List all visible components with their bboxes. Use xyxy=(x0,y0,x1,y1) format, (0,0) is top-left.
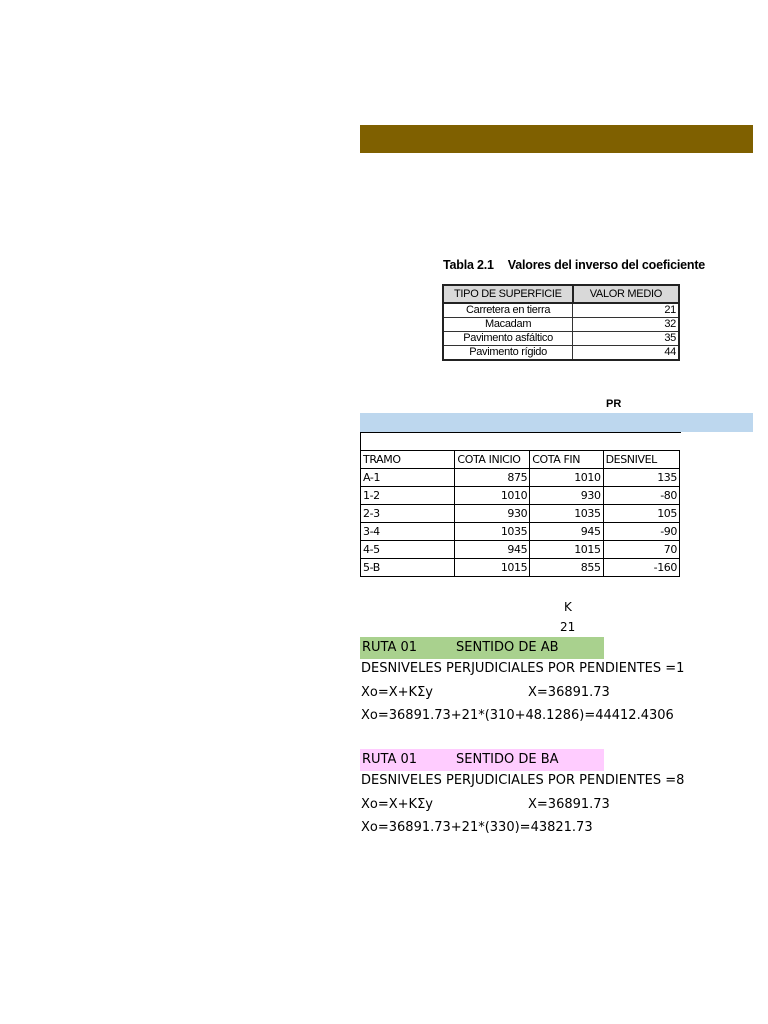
table-cell: 1035 xyxy=(455,523,530,541)
route-ab-x-value: X=36891.73 xyxy=(528,685,610,700)
table-cell: 2-3 xyxy=(361,505,455,523)
blue-band xyxy=(360,413,753,432)
table-header: TRAMO xyxy=(361,451,455,469)
table-row xyxy=(361,505,680,523)
table-cell: 105 xyxy=(603,505,679,523)
table-row xyxy=(361,523,680,541)
table-row xyxy=(443,346,679,361)
table-cell: 875 xyxy=(455,469,530,487)
table-cell: 945 xyxy=(455,541,530,559)
table-cell: 4-5 xyxy=(361,541,455,559)
route-ab-name: RUTA 01 xyxy=(362,640,418,655)
route-ba-x-value: X=36891.73 xyxy=(528,797,610,812)
table-cell: Macadam xyxy=(443,318,573,332)
route-ab-direction: SENTIDO DE AB xyxy=(456,640,559,655)
table-cell: 3-4 xyxy=(361,523,455,541)
table-cell: 930 xyxy=(455,505,530,523)
route-ba-result: Xo=36891.73+21*(330)=43821.73 xyxy=(361,820,593,835)
table-cell: 21 xyxy=(573,303,679,318)
table-cell: -80 xyxy=(603,487,679,505)
table-cell: 5-B xyxy=(361,559,455,577)
table-cell: 855 xyxy=(530,559,603,577)
table-cell: A-1 xyxy=(361,469,455,487)
route-ab-result: Xo=36891.73+21*(310+48.1286)=44412.4306 xyxy=(361,708,674,723)
route-ba-desniveles: DESNIVELES PERJUDICIALES POR PENDIENTES =8 xyxy=(361,773,685,788)
table-2-1-number: Tabla 2.1 xyxy=(443,258,494,272)
table-row xyxy=(361,469,680,487)
table-cell: 135 xyxy=(603,469,679,487)
route-ba-formula: Xo=X+KΣy xyxy=(361,797,433,812)
table-header: DESNIVEL xyxy=(603,451,679,469)
blank-row xyxy=(360,432,681,452)
table-2-1-title xyxy=(443,258,706,272)
route-ab-formula: Xo=X+KΣy xyxy=(361,685,433,700)
table-row xyxy=(443,303,679,318)
table-cell: 35 xyxy=(573,332,679,346)
table-2-1-header-row xyxy=(443,285,679,303)
table-cell: 945 xyxy=(530,523,603,541)
route-ba-direction: SENTIDO DE BA xyxy=(456,752,559,767)
table-header: COTA INICIO xyxy=(455,451,530,469)
desnivel-table xyxy=(360,450,680,582)
desnivel-header-row xyxy=(361,451,680,469)
table-cell: 32 xyxy=(573,318,679,332)
pr-label: PR xyxy=(606,398,622,410)
table-cell: Carretera en tierra xyxy=(443,303,573,318)
table-row xyxy=(361,541,680,559)
table-header: TIPO DE SUPERFICIE xyxy=(443,285,573,303)
table-cell: Pavimento asfáltico xyxy=(443,332,573,346)
table-cell: 44 xyxy=(573,346,679,361)
route-ab-header xyxy=(360,637,604,659)
table-cell: 1-2 xyxy=(361,487,455,505)
table-row xyxy=(443,332,679,346)
table-cell: 1015 xyxy=(530,541,603,559)
table-cell: Pavimento rígido xyxy=(443,346,573,361)
header-banner xyxy=(360,125,753,153)
route-ba-name: RUTA 01 xyxy=(362,752,418,767)
table-header: VALOR MEDIO xyxy=(573,285,679,303)
table-cell: 930 xyxy=(530,487,603,505)
table-cell: 1015 xyxy=(455,559,530,577)
route-ba-formula-line xyxy=(361,797,680,812)
table-cell: 1035 xyxy=(530,505,603,523)
route-ab-desniveles: DESNIVELES PERJUDICIALES POR PENDIENTES =1 xyxy=(361,661,685,676)
table-cell: 70 xyxy=(603,541,679,559)
k-label: K xyxy=(564,600,572,614)
route-ba-header xyxy=(360,749,604,771)
table-2-1-caption: Valores del inverso del coeficiente xyxy=(507,258,706,272)
route-ab-formula-line xyxy=(361,685,680,700)
table-row xyxy=(361,559,680,577)
table-row xyxy=(361,487,680,505)
table-header: COTA FIN xyxy=(530,451,603,469)
table-2-1 xyxy=(442,284,680,369)
table-row xyxy=(443,318,679,332)
table-cell: -90 xyxy=(603,523,679,541)
table-cell: -160 xyxy=(603,559,679,577)
table-cell: 1010 xyxy=(530,469,603,487)
table-cell: 1010 xyxy=(455,487,530,505)
k-value: 21 xyxy=(560,620,576,634)
